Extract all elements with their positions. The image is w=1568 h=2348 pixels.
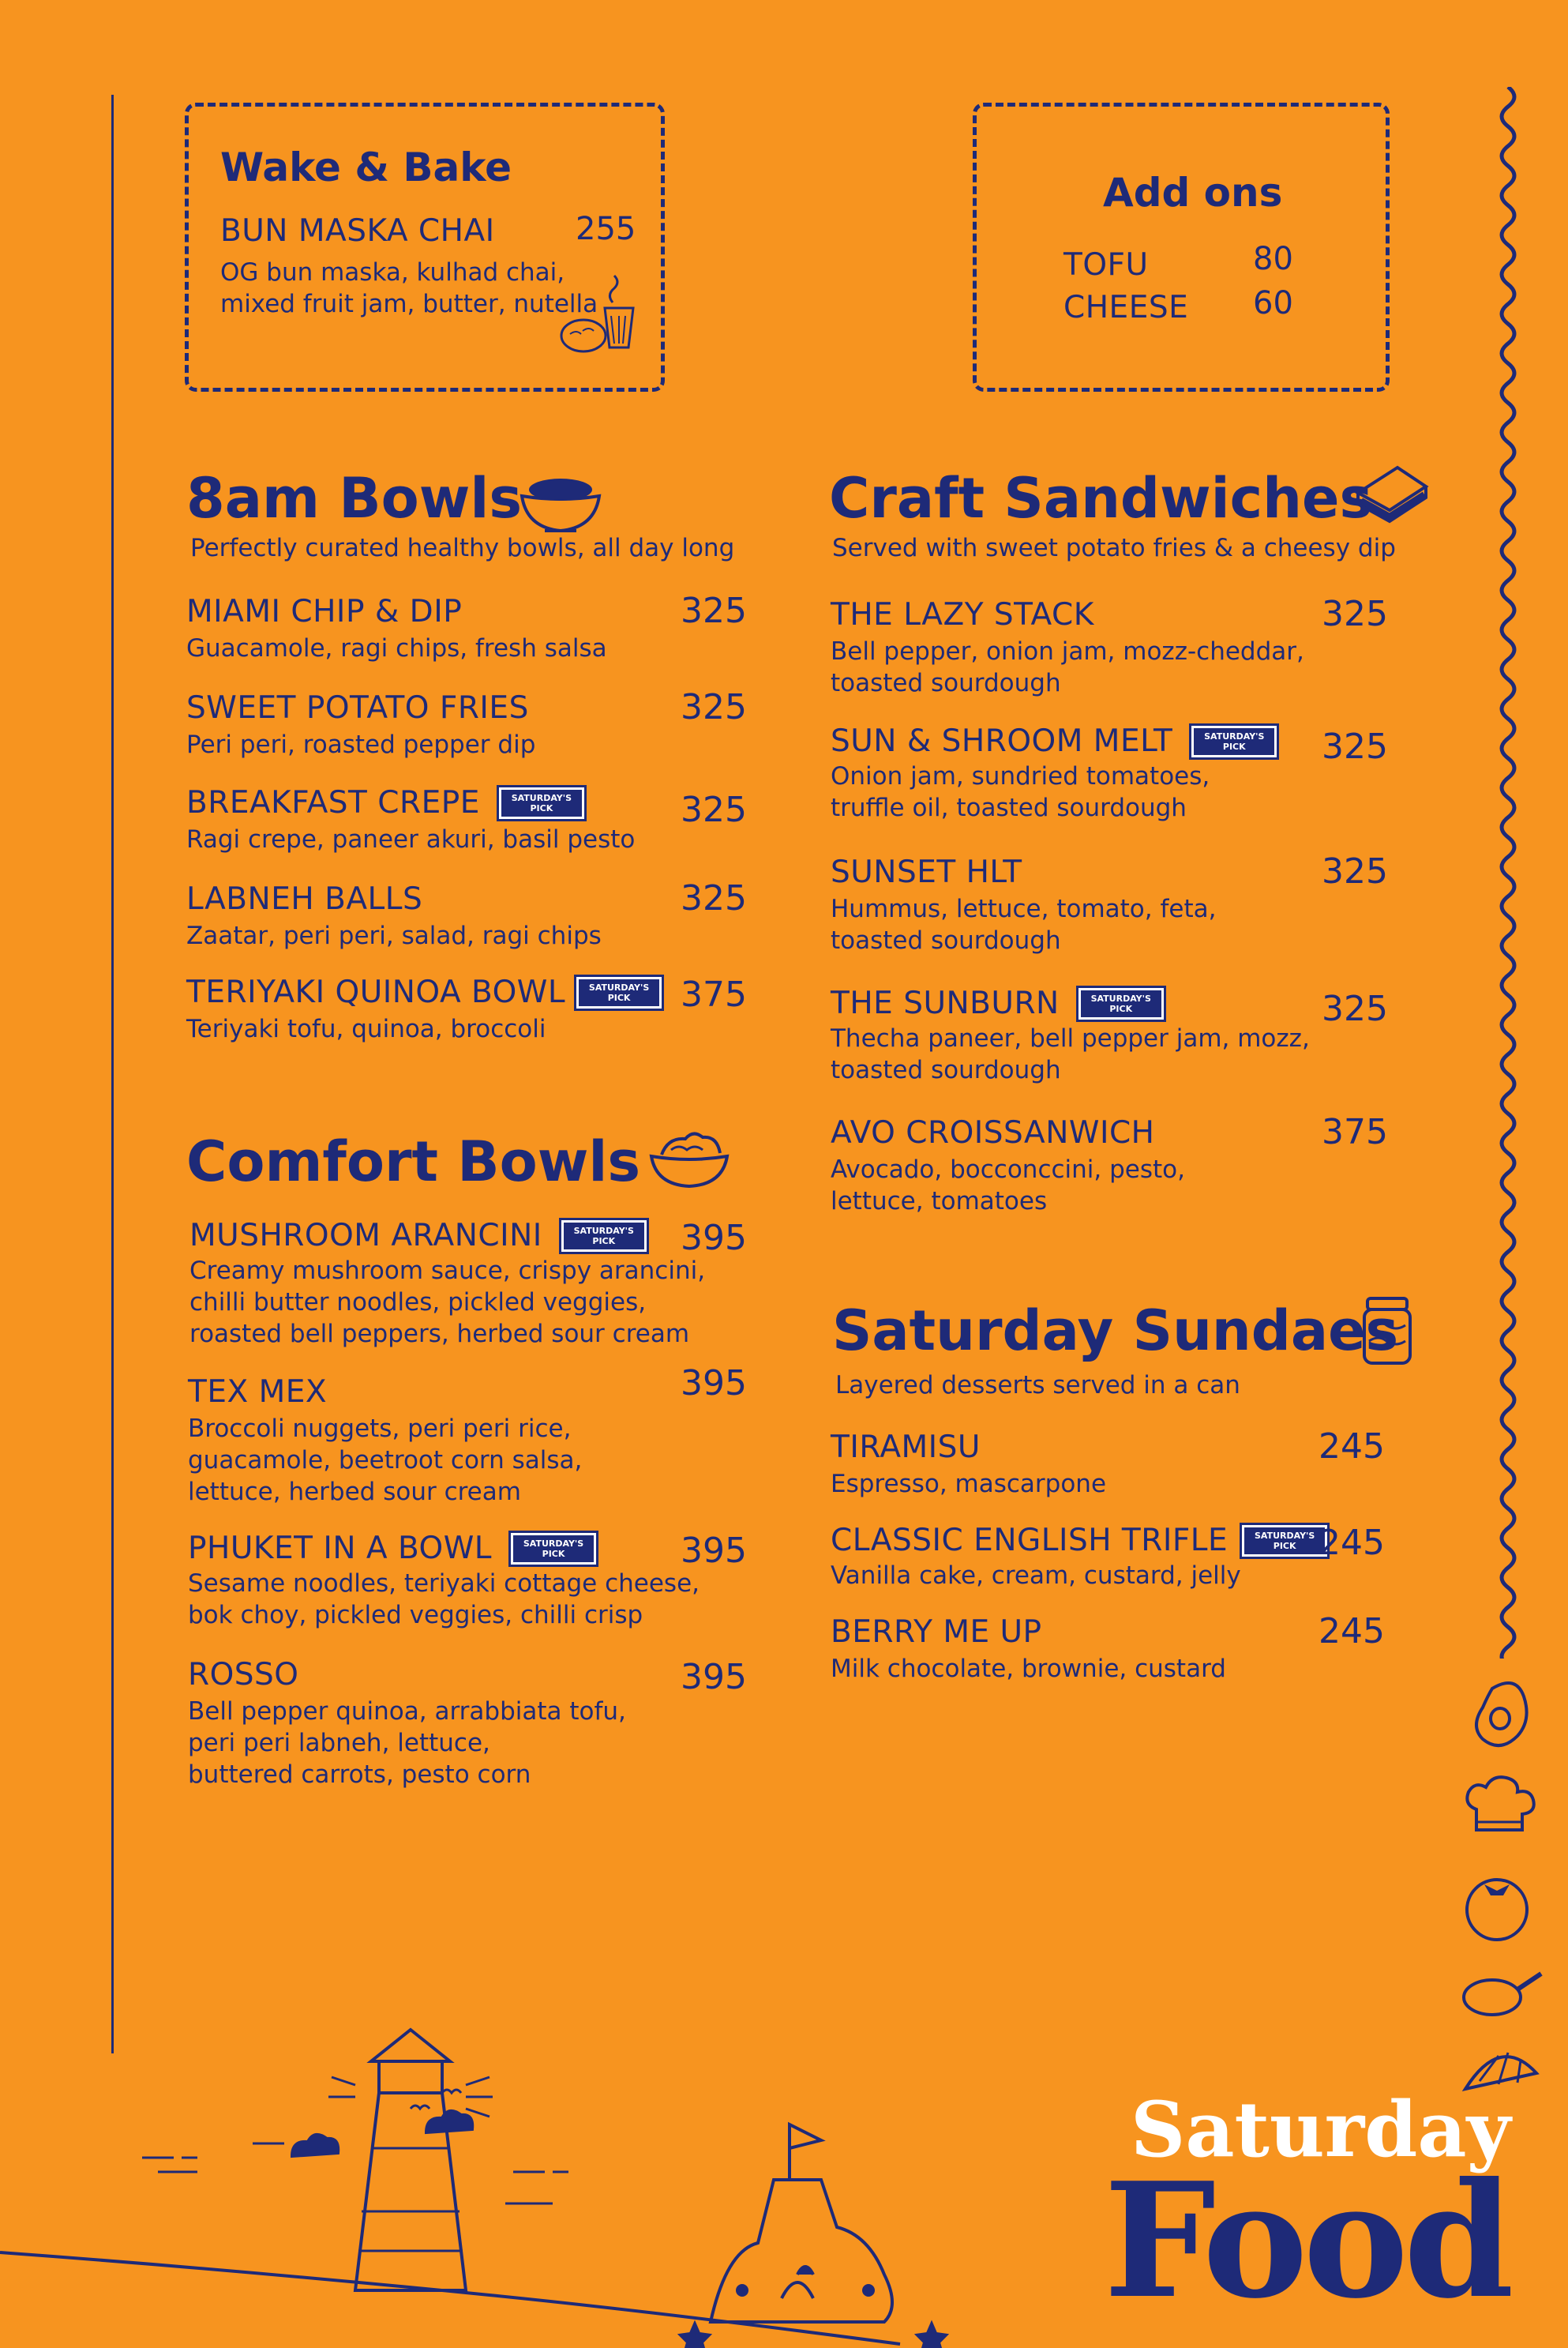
item-price: 395: [681, 1363, 747, 1403]
item-desc: Guacamole, ragi chips, fresh salsa: [186, 634, 607, 663]
beach-illustration: [0, 1974, 1026, 2348]
item-desc-1: Onion jam, sundried tomatoes,: [831, 762, 1210, 791]
item-price: 395: [681, 1218, 747, 1258]
section-title-saturday-sundaes: Saturday Sundaes: [832, 1298, 1399, 1363]
wavy-border: [1484, 87, 1532, 1659]
comfort-bowl-icon: [647, 1126, 730, 1189]
sandcastle-icon: [711, 2180, 892, 2322]
menu-item-tiramisu: [831, 1426, 1391, 1500]
item-desc-3: lettuce, herbed sour cream: [188, 1478, 521, 1506]
addons-box: [973, 103, 1390, 392]
item-name: ROSSO: [188, 1657, 299, 1692]
item-desc-1: Creamy mushroom sauce, crispy arancini,: [189, 1257, 706, 1285]
menu-item-the-lazy-stack: [831, 594, 1391, 699]
frying-pan-icon: [1464, 1974, 1541, 2015]
menu-item-phuket-in-a-bowl: [188, 1531, 748, 1631]
item-desc-2: toasted sourdough: [831, 926, 1061, 955]
item-name: SUNSET HLT: [831, 855, 1022, 890]
item-name: CLASSIC ENGLISH TRIFLE: [831, 1523, 1229, 1558]
item-price: 325: [681, 591, 747, 631]
saturdays-pick-badge: SATURDAY'S PICK: [511, 1533, 596, 1565]
item-desc-2: chilli butter noodles, pickled veggies,: [189, 1288, 647, 1317]
menu-item-classic-english-trifle: [831, 1523, 1391, 1591]
item-desc-2: toasted sourdough: [831, 669, 1061, 697]
menu-item-sun-shroom-melt: [831, 723, 1391, 824]
menu-item-avo-croissanwich: [831, 1112, 1391, 1217]
left-rule: [111, 95, 114, 2053]
item-name: PHUKET IN A BOWL: [188, 1531, 493, 1566]
item-name: AVO CROISSANWICH: [831, 1115, 1155, 1151]
item-name: BREAKFAST CREPE: [186, 785, 480, 821]
menu-item-berry-me-up: [831, 1611, 1391, 1685]
menu-item-teriyaki-quinoa-bowl: [186, 975, 747, 1045]
item-desc-2: guacamole, beetroot corn salsa,: [188, 1446, 583, 1475]
item-name: MIAMI CHIP & DIP: [186, 594, 463, 629]
item-desc-1: Sesame noodles, teriyaki cottage cheese,: [188, 1569, 700, 1598]
item-desc: Zaatar, peri peri, salad, ragi chips: [186, 922, 602, 950]
menu-item-miami-chip-dip: [186, 591, 747, 664]
item-desc-1: Bell pepper quinoa, arrabbiata tofu,: [188, 1697, 626, 1726]
item-desc-3: buttered carrots, pesto corn: [188, 1760, 531, 1789]
item-price: 325: [1322, 851, 1388, 892]
item-name: TIRAMISU: [831, 1429, 981, 1465]
item-price: 325: [681, 878, 747, 919]
addons-title: Add ons: [1103, 170, 1283, 216]
food-doodle-icons: [1461, 1674, 1547, 2101]
item-name: SUN & SHROOM MELT: [831, 723, 1173, 759]
item-price: 325: [1322, 727, 1388, 767]
item-price: 325: [681, 687, 747, 727]
item-desc-2: bok choy, pickled veggies, chilli crisp: [188, 1601, 643, 1629]
item-price: 325: [1322, 594, 1388, 634]
item-price: 325: [681, 790, 747, 830]
item-desc-2: truffle oil, toasted sourdough: [831, 794, 1187, 822]
item-price: 245: [1319, 1611, 1385, 1651]
item-price: 395: [681, 1657, 747, 1697]
avocado-icon: [1476, 1683, 1527, 1745]
item-desc: Peri peri, roasted pepper dip: [186, 731, 536, 759]
saturdays-pick-badge: SATURDAY'S PICK: [576, 977, 662, 1009]
item-desc-2: toasted sourdough: [831, 1056, 1061, 1084]
bun-maska-chai-desc-1: OG bun maska, kulhad chai,: [220, 258, 565, 287]
item-name: MUSHROOM ARANCINI: [189, 1218, 542, 1253]
wake-bake-title: Wake & Bake: [220, 145, 512, 190]
sandwich-icon: [1352, 461, 1431, 528]
saturdays-pick-badge: SATURDAY'S PICK: [1242, 1525, 1327, 1557]
lemon-slice-icon: [1465, 2053, 1536, 2089]
brand-saturday: Saturday: [1131, 2085, 1511, 2174]
addon-tofu-name: TOFU: [1063, 247, 1149, 283]
bun-maska-chai-price: 255: [576, 211, 636, 247]
item-name: SWEET POTATO FRIES: [186, 690, 529, 726]
item-name: TEX MEX: [188, 1374, 328, 1410]
saturdays-pick-badge: SATURDAY'S PICK: [1078, 988, 1164, 1020]
item-desc-1: Bell pepper, onion jam, mozz-cheddar,: [831, 637, 1304, 666]
item-name: THE LAZY STACK: [831, 597, 1094, 633]
jar-icon: [1361, 1295, 1413, 1366]
section-title-craft-sandwiches: Craft Sandwiches: [829, 466, 1373, 531]
item-desc: Ragi crepe, paneer akuri, basil pesto: [186, 825, 636, 854]
addon-cheese-price: 60: [1253, 285, 1293, 321]
item-price: 375: [681, 975, 747, 1015]
item-price: 245: [1319, 1426, 1385, 1467]
menu-item-labneh-balls: [186, 878, 747, 952]
item-desc: Teriyaki tofu, quinoa, broccoli: [186, 1015, 546, 1043]
bowl-icon: [517, 464, 604, 535]
item-desc-1: Broccoli nuggets, peri peri rice,: [188, 1414, 572, 1443]
item-desc: Milk chocolate, brownie, custard: [831, 1655, 1226, 1683]
menu-item-breakfast-crepe: [186, 785, 747, 855]
section-title-comfort-bowls: Comfort Bowls: [186, 1129, 641, 1194]
item-desc-2: peri peri labneh, lettuce,: [188, 1729, 490, 1757]
item-desc-3: roasted bell peppers, herbed sour cream: [189, 1320, 690, 1348]
tomato-icon: [1467, 1880, 1527, 1940]
item-desc-1: Hummus, lettuce, tomato, feta,: [831, 895, 1217, 923]
item-desc-2: lettuce, tomatoes: [831, 1187, 1048, 1215]
chai-bun-icon: [556, 272, 643, 359]
item-name: THE SUNBURN: [831, 986, 1060, 1021]
menu-item-tex-mex: [188, 1363, 748, 1508]
wake-bake-box: [185, 103, 665, 392]
menu-item-sweet-potato-fries: [186, 687, 747, 761]
section-subtitle-saturday-sundaes: Layered desserts served in a can: [835, 1371, 1240, 1399]
brand-food: Food: [1104, 2148, 1510, 2334]
item-name: LABNEH BALLS: [186, 881, 423, 917]
item-desc: Espresso, mascarpone: [831, 1470, 1107, 1498]
saturdays-pick-badge: SATURDAY'S PICK: [1191, 726, 1277, 757]
item-price: 375: [1322, 1112, 1388, 1152]
item-price: 325: [1322, 989, 1388, 1029]
menu-item-the-sunburn: [831, 986, 1391, 1086]
saturdays-pick-badge: SATURDAY'S PICK: [561, 1220, 647, 1252]
menu-item-rosso: [188, 1657, 748, 1790]
section-title-8am-bowls: 8am Bowls: [186, 466, 523, 531]
addon-tofu-price: 80: [1253, 241, 1293, 277]
addon-cheese-name: CHEESE: [1063, 290, 1189, 325]
item-desc: Vanilla cake, cream, custard, jelly: [831, 1561, 1241, 1590]
item-desc-1: Avocado, bocconccini, pesto,: [831, 1155, 1185, 1184]
bun-maska-chai-desc-2: mixed fruit jam, butter, nutella: [220, 290, 598, 318]
section-subtitle-8am-bowls: Perfectly curated healthy bowls, all day long: [190, 534, 735, 562]
item-price: 395: [681, 1531, 747, 1571]
item-price: 245: [1319, 1523, 1385, 1563]
item-name: TERIYAKI QUINOA BOWL: [186, 975, 566, 1010]
item-desc-1: Thecha paneer, bell pepper jam, mozz,: [831, 1024, 1310, 1053]
section-subtitle-craft-sandwiches: Served with sweet potato fries & a cheesy dip: [832, 534, 1396, 562]
bun-maska-chai-name: BUN MASKA CHAI: [220, 213, 495, 249]
chef-hat-icon: [1467, 1777, 1533, 1830]
item-name: BERRY ME UP: [831, 1614, 1042, 1650]
menu-item-mushroom-arancini: [189, 1218, 750, 1350]
saturdays-pick-badge: SATURDAY'S PICK: [499, 787, 584, 819]
menu-item-sunset-hlt: [831, 851, 1391, 956]
